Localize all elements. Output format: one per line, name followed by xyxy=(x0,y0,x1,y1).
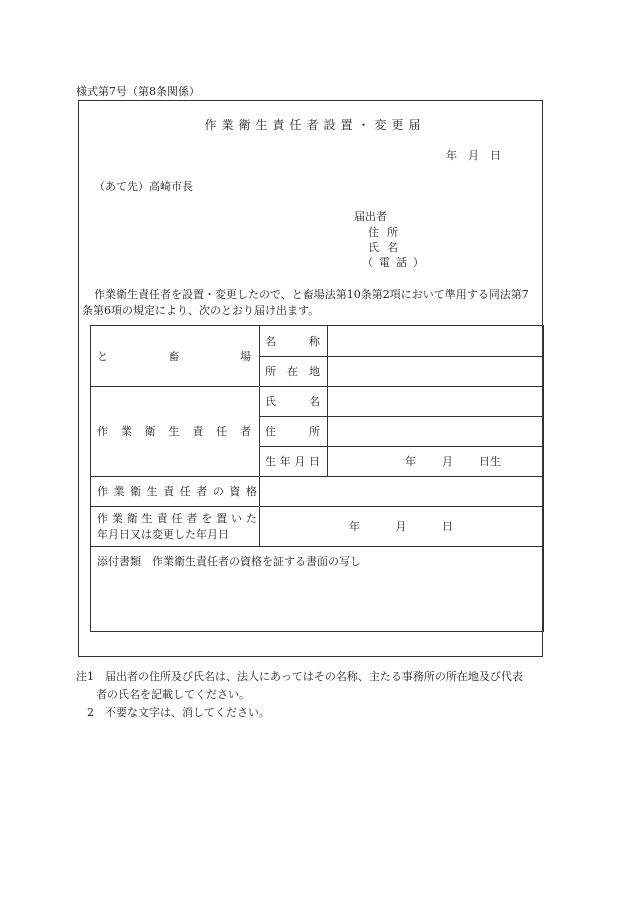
note-2: 2 不要な文字は、消してください。 xyxy=(87,706,270,719)
submitter-address-label: 住所 xyxy=(368,226,406,239)
slaughterhouse-name-field[interactable] xyxy=(328,327,543,355)
attachments-text: 添付書類 作業衛生責任者の資格を証する書面の写し xyxy=(97,555,361,568)
note-1-line-2: 者の氏名を記載してください。 xyxy=(96,688,250,701)
details-table xyxy=(90,325,544,632)
officer-name-field[interactable] xyxy=(328,387,543,415)
form-title: 作業衛生責任者設置・変更届 xyxy=(204,118,426,132)
slaughterhouse-label: と 畜 場 xyxy=(97,350,251,363)
officer-birth-field[interactable]: 年 月 日生 xyxy=(405,455,501,468)
officer-label: 作 業 衛 生 責 任 者 xyxy=(97,425,251,438)
appointment-date-field[interactable]: 年 月 日 xyxy=(349,520,453,533)
qualification-label: 作 業 衛 生 責 任 者 の 資 格 xyxy=(97,485,257,498)
officer-address-label: 住 所 xyxy=(265,425,320,438)
officer-birth-label: 生 年 月 日 xyxy=(265,455,320,468)
addressee: （あて先）高崎市長 xyxy=(94,180,193,193)
appointment-date-label-line-1: 作 業 衛 生 責 任 者 を 置 い た xyxy=(97,512,257,525)
officer-name-label: 氏 名 xyxy=(265,395,320,408)
submitter-label: 届出者 xyxy=(354,210,387,223)
submitter-name-label: 氏名 xyxy=(368,241,406,254)
body-text-line-1: 作業衛生責任者を設置・変更したので、と畜場法第10条第2項において準用する同法第7 xyxy=(94,288,529,301)
slaughterhouse-name-label: 名 称 xyxy=(265,335,320,348)
body-text-line-2: 条第6項の規定により、次のとおり届け出ます。 xyxy=(82,304,320,317)
appointment-date-label-line-2: 年月日又は変更した年月日 xyxy=(97,528,229,541)
officer-address-field[interactable] xyxy=(328,417,543,445)
note-1-line-1: 注1 届出者の住所及び氏名は、法人にあってはその名称、主たる事務所の所在地及び代表 xyxy=(76,670,523,683)
slaughterhouse-location-label: 所 在 地 xyxy=(265,365,320,378)
form-number: 様式第7号（第8条関係） xyxy=(76,85,200,98)
slaughterhouse-location-field[interactable] xyxy=(328,357,543,385)
qualification-field[interactable] xyxy=(260,477,543,505)
submitter-phone-label: （電話） xyxy=(362,256,430,269)
submission-date-line: 年 月 日 xyxy=(446,149,501,162)
